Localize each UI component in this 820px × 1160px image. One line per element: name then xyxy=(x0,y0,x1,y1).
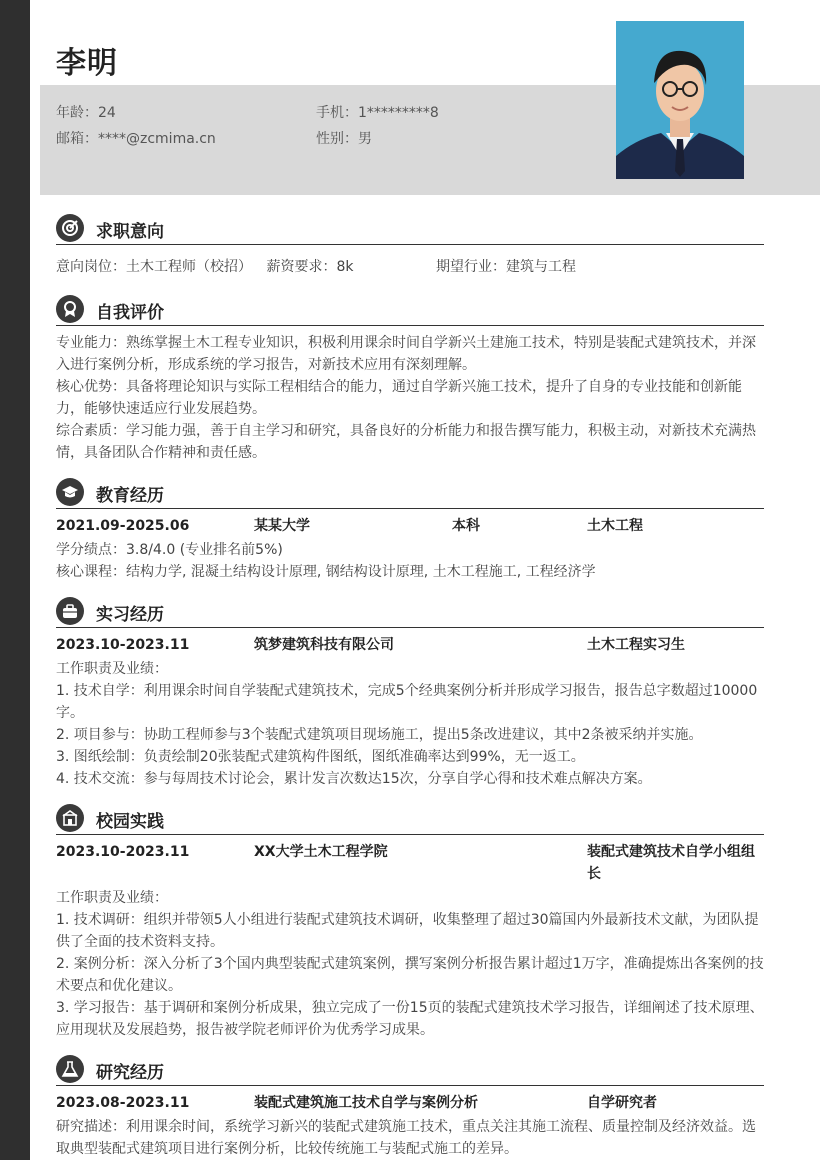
campus-date: 2023.10-2023.11 xyxy=(56,844,190,860)
candidate-name: 李明 xyxy=(56,46,118,81)
campus-item-3: 3. 学习报告：基于调研和案例分析成果，独立完成了一份15页的装配式建筑技术学习报告，详细阐述了技术原理、应用现状及发展趋势，报告被学院老师评价为优秀学习成果。 xyxy=(56,1000,764,1038)
phone-field: 手机：1*********8 xyxy=(316,105,439,121)
graduation-cap-icon xyxy=(56,478,84,506)
section-job-intent-header xyxy=(56,214,764,245)
intern-company: 筑梦建筑科技有限公司 xyxy=(254,637,394,653)
section-title: 自我评价 xyxy=(96,303,164,323)
edu-gpa: 学分绩点：3.8/4.0 (专业排名前5%) xyxy=(56,542,283,558)
intern-role: 土木工程实习生 xyxy=(587,637,685,653)
intent-salary: 薪资要求：8k xyxy=(266,259,354,275)
campus-org: XX大学土木工程学院 xyxy=(254,844,388,860)
section-internship-header xyxy=(56,597,764,628)
research-desc: 研究描述：利用课余时间，系统学习新兴的装配式建筑施工技术，重点关注其施工流程、质量控制及经济效益。选取典型装配式建筑项目进行案例分析，比较传统施工与装配式施工的差异。 xyxy=(56,1119,756,1157)
campus-heading: 工作职责及业绩： xyxy=(56,890,168,906)
self-eval-p3: 综合素质：学习能力强，善于自主学习和研究，具备良好的分析能力和报告撰写能力，积极主动，对新技术充满热情，具备团队合作精神和责任感。 xyxy=(56,423,756,461)
self-eval-p1: 专业能力：熟练掌握土木工程专业知识，积极利用课余时间自学新兴土建施工技术，特别是装配式建筑技术，并深入进行案例分析，形成系统的学习报告，对新技术应用有深刻理解。 xyxy=(56,335,756,373)
section-title: 研究经历 xyxy=(96,1063,164,1083)
section-title: 教育经历 xyxy=(96,486,164,506)
intern-item-3: 3. 图纸绘制：负责绘制20张装配式建筑构件图纸，图纸准确率达到99%，无一返工。 xyxy=(56,749,585,765)
campus-role: 装配式建筑技术自学小组组长 xyxy=(587,844,755,882)
email-field: 邮箱：****@zcmima.cn xyxy=(56,131,216,147)
section-education-header xyxy=(56,478,764,509)
intern-date: 2023.10-2023.11 xyxy=(56,637,190,653)
intent-industry: 期望行业：建筑与工程 xyxy=(436,259,576,275)
badge-icon xyxy=(56,295,84,323)
profile-photo xyxy=(616,21,744,179)
edu-major: 土木工程 xyxy=(587,518,643,534)
intern-heading: 工作职责及业绩： xyxy=(56,661,168,677)
intent-position: 意向岗位：土木工程师（校招） xyxy=(56,259,252,275)
research-project: 装配式建筑施工技术自学与案例分析 xyxy=(254,1095,478,1111)
age-field: 年龄：24 xyxy=(56,105,116,121)
campus-item-1: 1. 技术调研：组织并带领5人小组进行装配式建筑技术调研，收集整理了超过30篇国内外最新技术文献，为团队提供了全面的技术资料支持。 xyxy=(56,912,759,950)
intent-row xyxy=(56,256,764,278)
section-research-header xyxy=(56,1055,764,1086)
left-sidebar-bar xyxy=(0,0,30,1160)
section-campus-header xyxy=(56,804,764,835)
section-title: 实习经历 xyxy=(96,605,164,625)
building-icon xyxy=(56,804,84,832)
edu-date: 2021.09-2025.06 xyxy=(56,518,190,534)
edu-courses: 核心课程：结构力学, 混凝土结构设计原理, 钢结构设计原理, 土木工程施工, 工程经济学 xyxy=(56,564,596,580)
section-title: 校园实践 xyxy=(96,812,164,832)
research-role: 自学研究者 xyxy=(587,1095,657,1111)
edu-school: 某某大学 xyxy=(254,518,310,534)
gender-field: 性别：男 xyxy=(316,131,372,147)
target-icon xyxy=(56,214,84,242)
briefcase-icon xyxy=(56,597,84,625)
intern-item-1: 1. 技术自学：利用课余时间自学装配式建筑技术，完成5个经典案例分析并形成学习报告，报告总字数超过10000字。 xyxy=(56,683,758,721)
edu-degree: 本科 xyxy=(452,518,480,534)
intern-item-2: 2. 项目参与：协助工程师参与3个装配式建筑项目现场施工，提出5条改进建议，其中2条被采纳并实施。 xyxy=(56,727,703,743)
section-title: 求职意向 xyxy=(96,222,164,242)
section-self-eval-header xyxy=(56,295,764,326)
research-date: 2023.08-2023.11 xyxy=(56,1095,190,1111)
flask-icon xyxy=(56,1055,84,1083)
campus-item-2: 2. 案例分析：深入分析了3个国内典型装配式建筑案例，撰写案例分析报告累计超过1万字，准确提炼出各案例的技术要点和优化建议。 xyxy=(56,956,764,994)
self-eval-p2: 核心优势：具备将理论知识与实际工程相结合的能力，通过自学新兴施工技术，提升了自身的专业技能和创新能力，能够快速适应行业发展趋势。 xyxy=(56,379,742,417)
intern-item-4: 4. 技术交流：参与每周技术讨论会，累计发言次数达15次，分享自学心得和技术难点解决方案。 xyxy=(56,771,652,787)
